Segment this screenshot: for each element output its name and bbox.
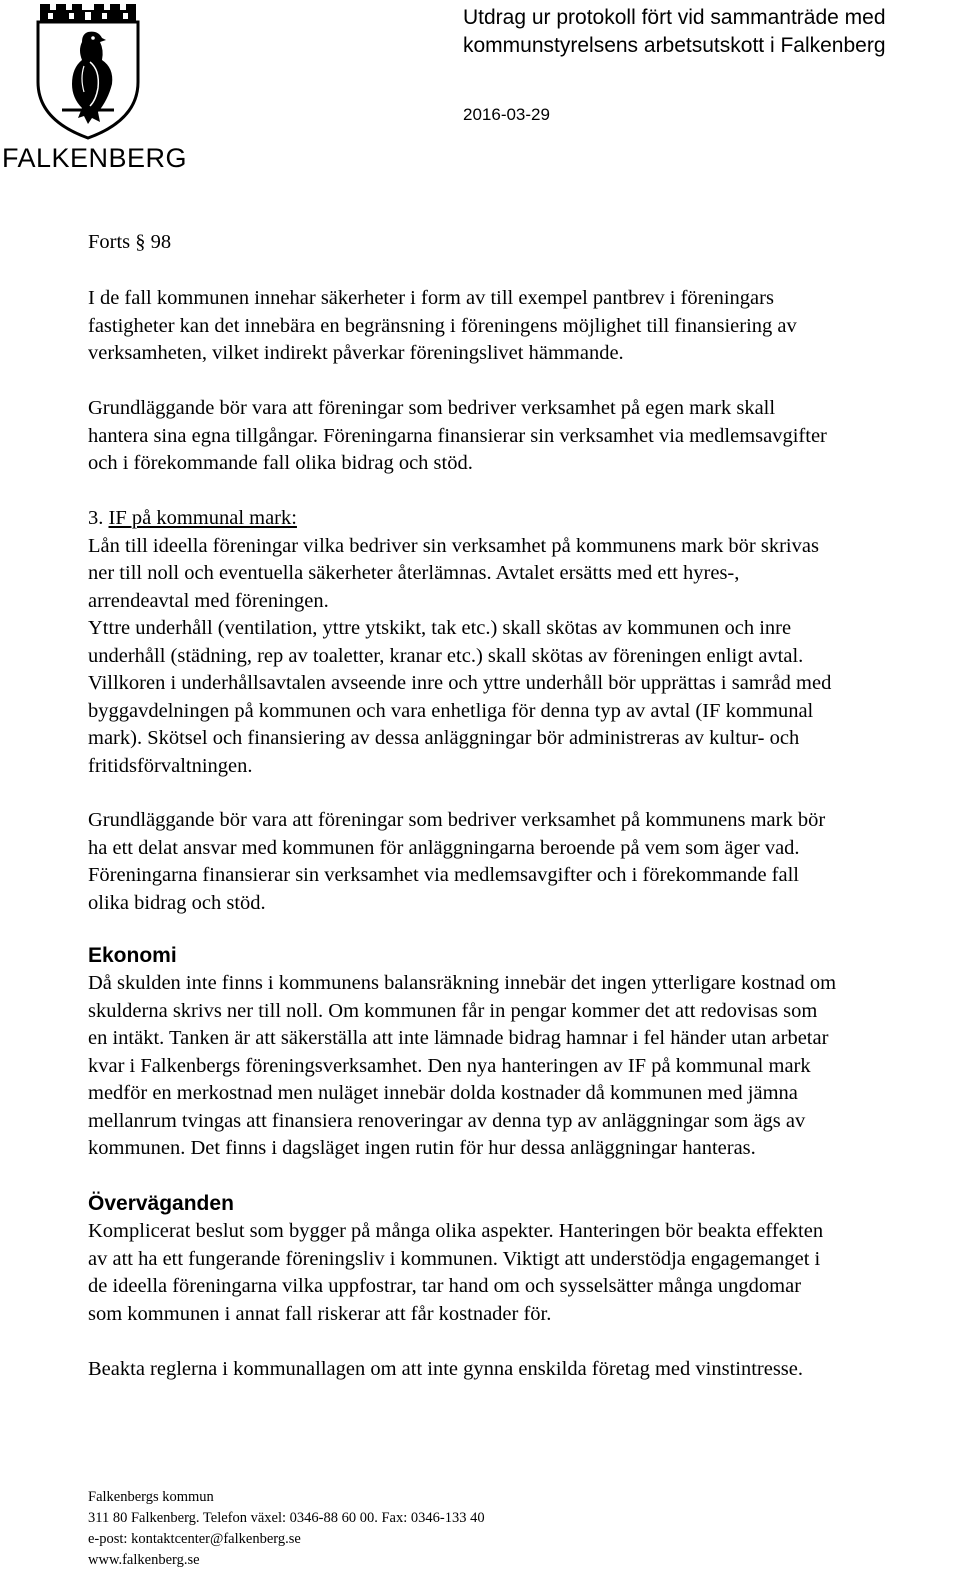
meeting-date: 2016-03-29 — [463, 105, 550, 124]
closing-paragraph: Beakta reglerna i kommunallagen om att inte gynna enskilda företag med vinstintresse. — [88, 1358, 804, 1380]
text-line: Villkoren i underhållsavtalen avseende inre och yttre underhåll bör upprättas i samråd med — [88, 672, 832, 694]
text-line: Lån till ideella föreningar vilka bedriver sin verksamhet på kommunens mark bör skrivas — [88, 534, 819, 557]
text-line: underhåll (städning, rep av toaletter, kranar etc.) skall skötas av föreningen enligt avtal. — [88, 644, 804, 667]
text-line: Grundläggande bör vara att föreningar som bedriver verksamhet på kommunens mark bör — [88, 809, 826, 831]
item-number: 3. — [88, 507, 104, 529]
document-title — [463, 4, 886, 60]
paragraph-4 — [88, 807, 960, 917]
text-line: fritidsförvaltningen. — [88, 754, 253, 777]
item-title: IF på kommunal mark: — [108, 507, 297, 529]
text-line: verksamheten, vilket indirekt påverkar föreningslivet hämmande. — [88, 342, 624, 364]
text-line: fastigheter kan det innebära en begränsning i föreningens möjlighet till finansiering av — [88, 314, 797, 337]
heading-ekonomi: Ekonomi — [88, 944, 177, 967]
text-line: Föreningarna finansierar sin verksamhet via medlemsavgifter och i förekommande fall — [88, 864, 799, 886]
text-line: Då skulden inte finns i kommunens balansräkning innebär det ingen ytterligare kostnad om — [88, 972, 837, 994]
text-line: ha ett delat ansvar med kommunen för anläggningarna beroende på vem som äger vad. — [88, 836, 800, 859]
overvaganden-text — [88, 1218, 960, 1328]
text-line: Yttre underhåll (ventilation, yttre ytskikt, tak etc.) skall skötas av kommunen och inre — [88, 617, 792, 639]
text-line: och i förekommande fall olika bidrag och stöd. — [88, 452, 473, 474]
title-line-1: Utdrag ur protokoll fört vid sammanträde med — [463, 6, 886, 29]
ekonomi-text — [88, 970, 960, 1163]
text-line: kommunen. Det finns i dagsläget ingen rutin för hur dessa anläggningar hanteras. — [88, 1137, 756, 1159]
heading-overvaganden: Överväganden — [88, 1192, 234, 1215]
text-line: som kommunen i annat fall riskerar att får kostnader för. — [88, 1302, 552, 1325]
text-line: Komplicerat beslut som bygger på många olika aspekter. Hanteringen bör beakta effekten — [88, 1220, 824, 1242]
text-line: mark). Skötsel och finansiering av dessa anläggningar bör administreras av kultur- och — [88, 727, 800, 749]
text-line: ner till noll och eventuella säkerheter återlämnas. Avtalet ersätts med ett hyres-, — [88, 562, 740, 584]
title-line-2: kommunstyrelsens arbetsutskott i Falkenberg — [463, 34, 886, 57]
paragraph-sign: § — [135, 231, 146, 253]
section-reference — [88, 229, 960, 257]
text-line: av att ha ett fungerande föreningsliv i kommunen. Viktigt att understödja engagemanget i — [88, 1247, 821, 1270]
coat-of-arms-logo — [28, 0, 148, 140]
text-line: arrendeavtal med föreningen. — [88, 589, 329, 612]
text-line: Grundläggande bör vara att föreningar som bedriver verksamhet på egen mark skall — [88, 397, 776, 419]
text-line: I de fall kommunen innehar säkerheter i form av till exempel pantbrev i föreningars — [88, 287, 774, 309]
section-label: Forts — [88, 231, 131, 253]
text-line: en intäkt. Tanken är att säkerställa att inte lämnade bidrag hamnar i fel händer utan arbetar — [88, 1027, 829, 1049]
item-heading — [88, 505, 960, 533]
text-line: kvar i Falkenbergs föreningsverksamhet. Den nya hanteringen av IF på kommunal mark — [88, 1054, 811, 1077]
text-line: mellanrum tvingas att finansiera renoveringar av denna typ av anläggningar som ägs av — [88, 1109, 806, 1132]
footer-address: 311 80 Falkenberg. Telefon växel: 0346-88 60 00. Fax: 0346-133 40 — [88, 1510, 485, 1526]
paragraph-2 — [88, 395, 960, 478]
footer-email[interactable]: e-post: kontaktcenter@falkenberg.se — [88, 1531, 301, 1547]
logo-wordmark: FALKENBERG — [2, 143, 188, 173]
text-line: hantera sina egna tillgångar. Föreningarna finansierar sin verksamhet via medlemsavgifter — [88, 424, 827, 447]
footer — [88, 1487, 485, 1571]
text-line: skulderna skrivs ner till noll. Om kommunen får in pengar kommer det att redovisas som — [88, 999, 818, 1022]
text-line: medför en merkostnad men nuläget innebär dolda kostnader då kommunen med jämna — [88, 1082, 798, 1104]
section-number: 98 — [150, 231, 172, 253]
text-line: de ideella föreningarna vilka uppfostrar, tar hand om och sysselsätter många ungdomar — [88, 1275, 802, 1297]
paragraph-3 — [88, 505, 960, 780]
text-line: byggavdelningen på kommunen och vara enhetliga för denna typ av avtal (IF kommunal — [88, 699, 814, 722]
text-line: olika bidrag och stöd. — [88, 891, 266, 914]
paragraph-1 — [88, 285, 960, 368]
footer-website[interactable]: www.falkenberg.se — [88, 1552, 200, 1568]
footer-org: Falkenbergs kommun — [88, 1489, 214, 1505]
